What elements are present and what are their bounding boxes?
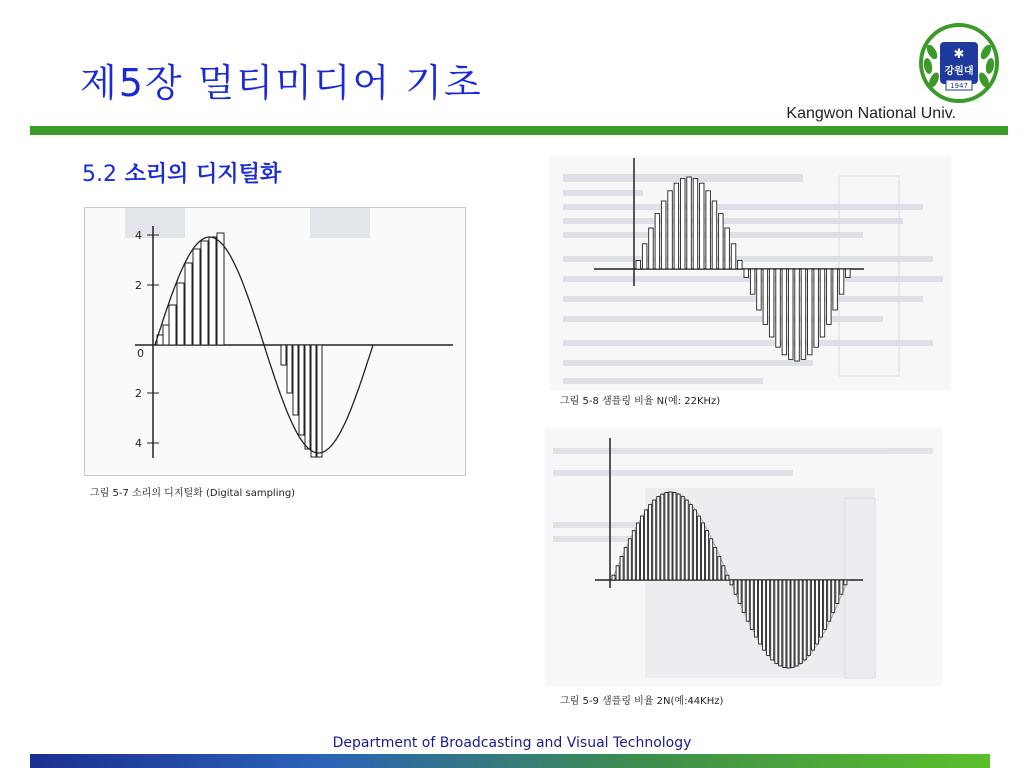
figure-caption: 그림 5-9 샘플링 비율 2N(예:44KHz) [560, 696, 724, 707]
sample-bar [612, 575, 615, 580]
sample-bar [820, 580, 823, 637]
sample-bar [616, 566, 619, 580]
figure-digital-sampling [84, 207, 466, 476]
sample-bar [763, 580, 766, 650]
sample-bar [668, 191, 673, 269]
sample-bar [697, 516, 700, 580]
sample-bar [201, 241, 208, 345]
sample-bar [185, 263, 192, 345]
sample-bar [293, 345, 298, 415]
figure-sampling-rate-2n [545, 428, 942, 686]
sample-bar [681, 497, 684, 580]
sample-bar [700, 183, 705, 269]
sample-bar [628, 539, 631, 580]
sample-bar [779, 580, 782, 666]
sample-bar [769, 269, 774, 337]
sample-bar [636, 523, 639, 580]
sample-bar [795, 580, 798, 666]
sample-bar [217, 233, 224, 345]
sample-bar [287, 345, 292, 393]
sample-bar [726, 575, 729, 580]
sample-bar [177, 283, 184, 345]
sample-bar [169, 305, 176, 345]
sample-bar [754, 580, 757, 637]
figure-sampling-rate-n [549, 156, 951, 390]
sample-bar [836, 580, 839, 604]
y-tick: 4 [135, 437, 142, 450]
sample-bar [738, 261, 743, 270]
sample-bar [681, 179, 686, 269]
sample-bar [685, 500, 688, 580]
sample-bar [624, 547, 627, 580]
sample-bar [763, 269, 768, 324]
sample-bar [702, 523, 705, 580]
sample-bar [645, 510, 648, 580]
sample-bar [281, 345, 286, 365]
sample-bar [677, 494, 680, 580]
sample-bar [750, 269, 755, 294]
logo-year: 1947 [950, 82, 968, 90]
sample-bar [783, 580, 786, 668]
figure-caption: 그림 5-7 소리의 디지털화 (Digital sampling) [90, 488, 296, 499]
sample-bar [757, 269, 762, 310]
sample-bar [776, 269, 781, 347]
sample-bar [693, 510, 696, 580]
sample-bar [844, 580, 847, 585]
sample-bar [791, 580, 794, 668]
sample-bar [712, 201, 717, 269]
sample-bar [687, 177, 692, 269]
section-heading [82, 157, 281, 188]
sample-bar [839, 269, 844, 294]
sample-bar [803, 580, 806, 660]
sample-bar [750, 580, 753, 629]
sample-bar [689, 505, 692, 580]
sample-bar [674, 183, 679, 269]
sample-bar [710, 539, 713, 580]
sample-bar [811, 580, 814, 650]
sample-bar [642, 244, 647, 269]
sample-bar [714, 547, 717, 580]
sample-bar [620, 557, 623, 581]
university-name: Kangwon National Univ. [786, 105, 956, 122]
sample-bar [730, 580, 733, 585]
sample-bar [738, 580, 741, 604]
sample-bar [693, 179, 698, 269]
university-logo [918, 22, 1000, 104]
sample-bar [722, 566, 725, 580]
sample-bar [311, 345, 316, 457]
sample-bar [808, 269, 813, 355]
sample-bar [767, 580, 770, 655]
sample-bar [775, 580, 778, 663]
sample-bar [789, 269, 794, 359]
svg-text:✱: ✱ [953, 47, 965, 62]
sample-bar [807, 580, 810, 655]
sample-bar [305, 345, 310, 449]
sample-bar [795, 269, 800, 361]
sample-bar [832, 580, 835, 613]
sample-bar [828, 580, 831, 621]
sample-bar [725, 228, 730, 269]
sample-bar [317, 345, 322, 457]
sample-bar [632, 531, 635, 580]
sample-bar [820, 269, 825, 337]
logo-text: 강원대 [944, 66, 974, 77]
sample-bar [649, 505, 652, 580]
sample-bar [782, 269, 787, 355]
header-divider [30, 126, 1008, 135]
sample-bar [655, 214, 660, 269]
section-number: 5.2 [82, 162, 117, 187]
sample-bar [193, 249, 200, 345]
sample-bar [824, 580, 827, 629]
slide-title: 제5장 멀티미디어 기초 [80, 61, 483, 105]
sample-bar [669, 492, 672, 580]
footer-department: Department of Broadcasting and Visual Technology [332, 735, 692, 751]
sample-bar [827, 269, 832, 324]
sample-bar [653, 500, 656, 580]
sample-bar [801, 269, 806, 359]
section-title: 소리의 디지털화 [124, 162, 282, 187]
sample-bar [846, 269, 851, 278]
sample-bar [815, 580, 818, 644]
sample-bar [787, 580, 790, 668]
sample-bar [744, 269, 749, 278]
sample-bar [706, 531, 709, 580]
sample-bar [731, 244, 736, 269]
sample-bar [641, 516, 644, 580]
figure-caption: 그림 5-8 샘플링 비율 N(예: 22KHz) [560, 396, 721, 407]
sample-bar [718, 557, 721, 581]
y-tick: 4 [135, 229, 142, 242]
sample-bar [665, 493, 668, 581]
sample-bar [734, 580, 737, 594]
footer-bar [30, 754, 990, 768]
sample-bar [673, 493, 676, 581]
sample-bar [661, 494, 664, 580]
sample-bar [742, 580, 745, 613]
sample-bar [840, 580, 843, 594]
sample-bar [799, 580, 802, 663]
sample-bar [771, 580, 774, 660]
sample-bar [299, 345, 304, 435]
y-tick: 0 [137, 347, 144, 360]
sample-bar [719, 214, 724, 269]
sample-bar [706, 191, 711, 269]
sample-bar [759, 580, 762, 644]
sample-bar [661, 201, 666, 269]
sample-bar [649, 228, 654, 269]
y-tick: 2 [135, 387, 142, 400]
sample-bar [209, 237, 216, 345]
sample-bar [636, 261, 641, 270]
sample-bar [746, 580, 749, 621]
sample-bar [833, 269, 838, 310]
y-tick: 2 [135, 279, 142, 292]
sample-bar [657, 497, 660, 580]
sample-bar [814, 269, 819, 347]
